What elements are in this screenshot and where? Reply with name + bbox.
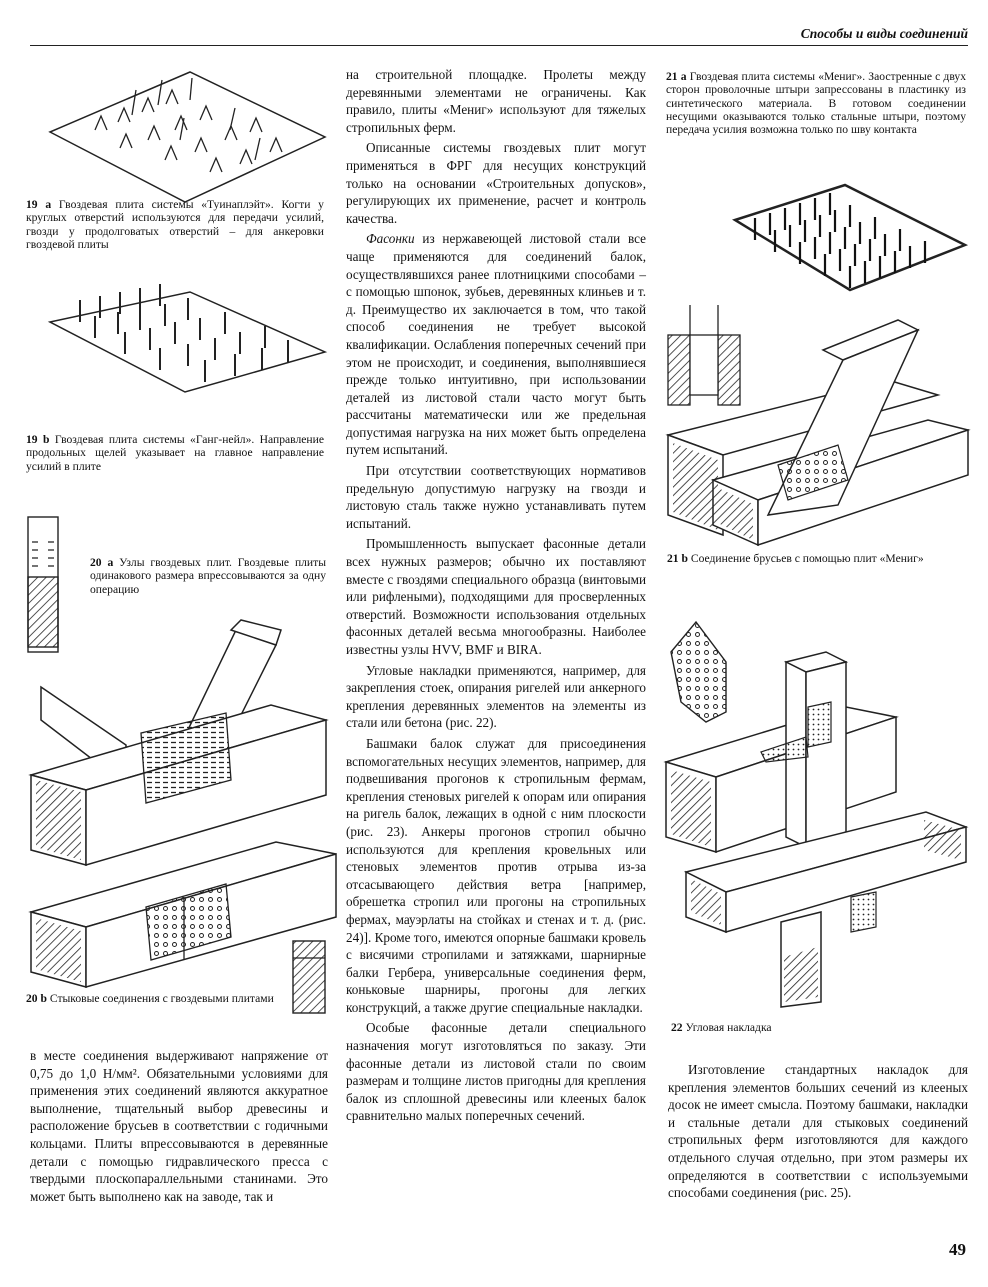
figure-19b-number: 19 b (26, 433, 50, 446)
column-2-paragraph-8: Особые фасонные детали специального назначения могут изготовляться по заказу. Эти фасонные детали из листовой стали по своим размерам и толщине листов пригодны для крепления балок из сплошной древесины или клееных балок сравнительно малых поперечных сечений. (346, 1020, 646, 1124)
figure-21a-caption (666, 70, 966, 136)
column-1-text (30, 1047, 328, 1205)
figure-20b-number: 20 b (26, 992, 47, 1005)
figure-20a-drawing (26, 625, 336, 865)
page-number: 49 (949, 1240, 966, 1259)
figure-20a-number: 20 a (90, 556, 114, 569)
column-1-paragraph: в месте соединения выдерживают напряжение от 0,75 до 1,0 Н/мм². Обязательными условиями для применения этих соединений являются аккуратное выполнение, тщательный выбор древесины и расположение брусьев в соответствии с годичными кольцами. Плиты впрессовываются в деревянные детали с помощью гидравлического пресса с твердыми плоскопараллельными станинами. Это может быть выполнено как на заводе, так и (30, 1048, 328, 1204)
column-2-paragraph-1: на строительной площадке. Пролеты между деревянными элементами не ограничены. Как правило, плиты «Мениг» используют для тяжелых стропильных ферм. (346, 67, 646, 135)
column-2-paragraph-6: Угловые накладки применяются, например, для закрепления стоек, опирания ригелей или анкерного крепления деревянных элементов на элементы из стали или бетона (рис. 22). (346, 662, 646, 731)
figure-19b-text: Гвоздевая плита системы «Ганг-нейл». Направление продольных щелей указывает на главное направление усилий в плите (26, 433, 324, 473)
figure-21b-drawing (668, 305, 968, 545)
figure-22-caption (671, 1021, 961, 1034)
column-3-paragraph: Изготовление стандартных накладок для крепления элементов больших сечений из клееных досок не имеет смысла. Поэтому башмаки, накладки и стальные детали для стыковых соединений стропильных ферм изготовляются для каждого отдельного случая отдельно, при этом размеры их определяются в соответствии с используемыми способами соединения (рис. 25). (668, 1062, 968, 1201)
column-2-paragraph-2: Описанные системы гвоздевых плит могут применяться в ФРГ для несущих конструкций только на основании «Строительных допусков», регулирующих их применение, расчет и контроль качества. (346, 140, 646, 226)
column-3-text (668, 1061, 968, 1202)
figure-22-number: 22 (671, 1021, 683, 1034)
figure-20a-text: Узлы гвоздевых плит. Гвоздевые плиты одинакового размера впрессовываются за одну операцию (90, 556, 326, 596)
column-2-paragraph-7: Башмаки балок служат для присоединения вспомогательных несущих элементов, например, для подвешивания прогонов к стропильным фермам, крепления стеновых ригелей к опорам или опирания на ригель балок, лежащих в одной с ним плоскости (рис. 23). Анкеры прогонов стропил обычно используются для крепления кровельных или стеновых элементов против отрыва из-за отсасывающего действия ветра [например, обрешетка стропил или прогоны на стропильных фермах, мауэрлаты на стойках и стенах и т. д. (рис. 24)]. Кроме того, имеются опорные башмаки кровель с висячими стропилами и затяжками, шарнирные балки Гербера, универсальные соединения ферм, коньковые шарниры, прогоны для легких конструкций, а также другие специальные накладки. (346, 735, 647, 1015)
figure-19a-drawing (40, 60, 330, 200)
figure-20b-section (290, 938, 330, 1018)
figure-20a-caption (90, 556, 326, 596)
column-2-text (346, 66, 646, 1125)
header-rule (30, 45, 968, 46)
figure-21b-caption (667, 552, 967, 565)
column-2-paragraph-3 (346, 230, 646, 459)
figure-21a-drawing (725, 180, 970, 305)
column-2-paragraph-5: Промышленность выпускает фасонные детали всех нужных размеров; обычно их поставляют вместе с гвоздями специального образца (винтовыми или рифлеными), подходящими для просверленных отверстий. Возможности использования отдельных фасонных деталей весьма многообразны. Наиболее известны узлы HVV, BMF и BIRA. (346, 536, 646, 657)
figure-21b-number: 21 b (667, 552, 688, 565)
column-2-paragraph-4: При отсутствии соответствующих нормативов предельную допустимую нагрузку на гвозди и листовую сталь также нужно устанавливать путем испытаний. (346, 463, 646, 531)
figure-19a-text: Гвоздевая плита системы «Туинаплэйт». Когти у круглых отверстий используются для передачи усилий, гвозди у продолговатых отверстий – для анкеровки гвоздевой плиты (26, 198, 324, 251)
figure-20b-caption (26, 992, 286, 1005)
page-header-title: Способы и виды соединений (800, 26, 968, 41)
figure-19a-caption (26, 198, 324, 251)
figure-19a-number: 19 a (26, 198, 52, 211)
figure-21a-text: Гвоздевая плита системы «Мениг». Заостренные с двух сторон проволочные штыри запрессованы в пластинку из синтетического материала. В готовом соединении несущими оказываются только стальные штыри, поэтому передача усилия возможна только по шву контакта (666, 70, 966, 137)
column-2-paragraph-3-rest: из нержавеющей листовой стали все чаще применяются для соединений балок, осуществлявшихся ранее плотницкими способами – с помощью шпонок, зубьев, деревянных клиньев и т. д. Преимущество их заключается в том, что такой способ соединения не требует высокой квалификации. Ослабления поперечных сечений при этом не происходит, и соединения, выполнявшиеся прежде только интуитивно, при использовании деталей из листовой стали часто могут быть рассчитаны математически или же предельная допустимая нагрузка на них может быть определена путем испытаний. (346, 231, 646, 458)
figure-21a-number: 21 a (666, 70, 687, 83)
figure-22-drawing (666, 612, 971, 1012)
figure-19b-drawing (40, 282, 330, 412)
figure-22-text: Угловая накладка (685, 1021, 772, 1034)
figure-20b-text: Стыковые соединения с гвоздевыми плитами (49, 992, 274, 1005)
term-fasonki: Фасонки (366, 231, 415, 247)
figure-21b-text: Соединение брусьев с помощью плит «Мениг» (690, 552, 924, 565)
figure-19b-caption (26, 433, 324, 473)
